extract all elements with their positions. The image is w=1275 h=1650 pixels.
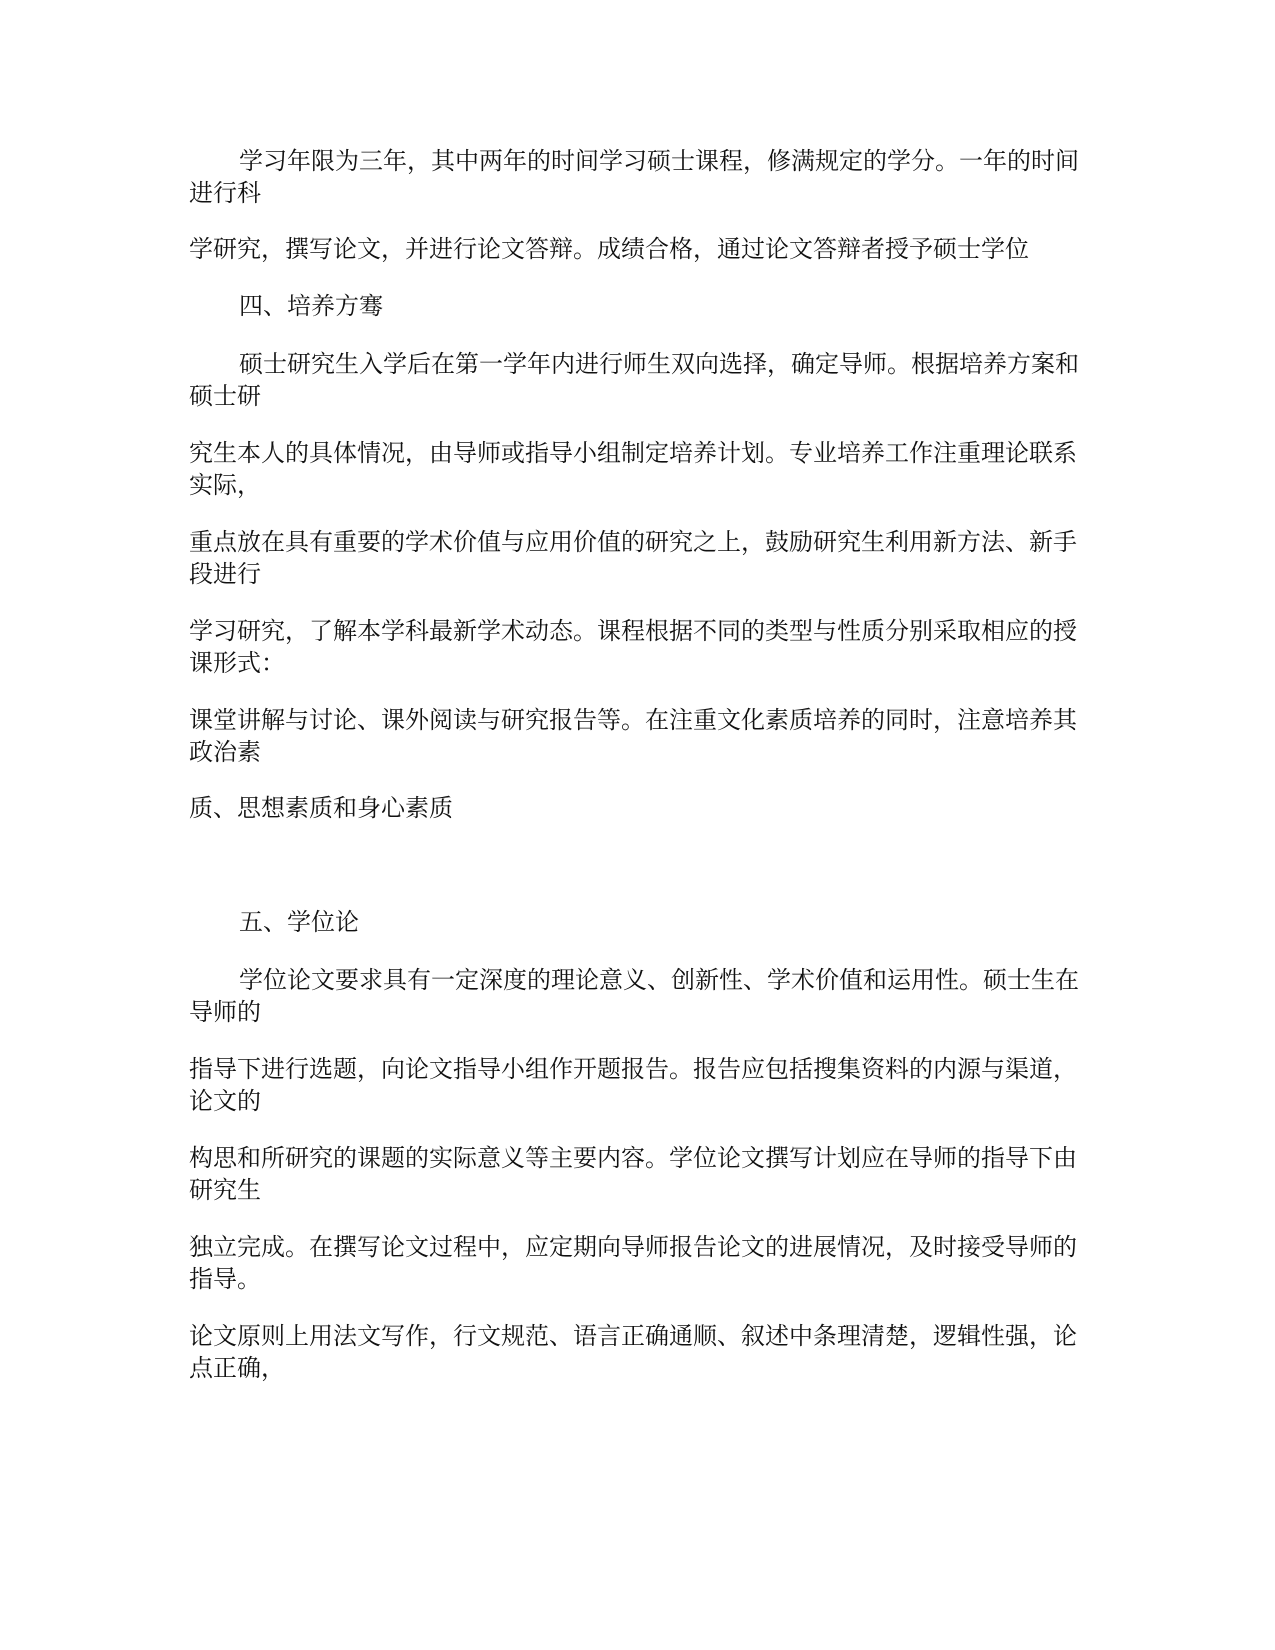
section-heading-training-plan: 四、培养方骞 <box>239 292 383 320</box>
paragraph-course-format: 学习研究，了解本学科最新学术动态。课程根据不同的类型与性质分别采取相应的授课形式： <box>189 617 1077 677</box>
paragraph-qualities: 质、思想素质和身心素质 <box>189 794 453 822</box>
section-heading-thesis: 五、学位论 <box>239 908 359 936</box>
paragraph-teaching-methods: 课堂讲解与讨论、课外阅读与研究报告等。在注重文化素质培养的同时，注意培养其政治素 <box>189 706 1077 766</box>
paragraph-research-focus: 重点放在具有重要的学术价值与应用价值的研究之上，鼓励研究生利用新方法、新手段进行 <box>189 528 1077 588</box>
paragraph-degree-award: 学研究，撰写论文，并进行论文答辩。成绩合格，通过论文答辩者授予硕士学位 <box>189 235 1029 263</box>
paragraph-thesis-plan: 构思和所研究的课题的实际意义等主要内容。学位论文撰写计划应在导师的指导下由研究生 <box>189 1144 1077 1204</box>
paragraph-advisor-selection: 硕士研究生入学后在第一学年内进行师生双向选择，确定导师。根据培养方案和硕士研 <box>189 350 1079 410</box>
paragraph-topic-selection: 指导下进行选题，向论文指导小组作开题报告。报告应包括搜集资料的内源与渠道，论文的 <box>189 1055 1077 1115</box>
paragraph-writing-language: 论文原则上用法文写作，行文规范、语言正确通顺、叙述中条理清楚，逻辑性强，论点正确， <box>189 1322 1077 1382</box>
paragraph-training-plan: 究生本人的具体情况，由导师或指导小组制定培养计划。专业培养工作注重理论联系实际， <box>189 439 1077 499</box>
paragraph-study-duration: 学习年限为三年，其中两年的时间学习硕士课程，修满规定的学分。一年的时间进行科 <box>189 147 1079 207</box>
paragraph-thesis-requirements: 学位论文要求具有一定深度的理论意义、创新性、学术价值和运用性。硕士生在导师的 <box>189 966 1079 1026</box>
paragraph-progress-report: 独立完成。在撰写论文过程中，应定期向导师报告论文的进展情况，及时接受导师的指导。 <box>189 1233 1077 1293</box>
